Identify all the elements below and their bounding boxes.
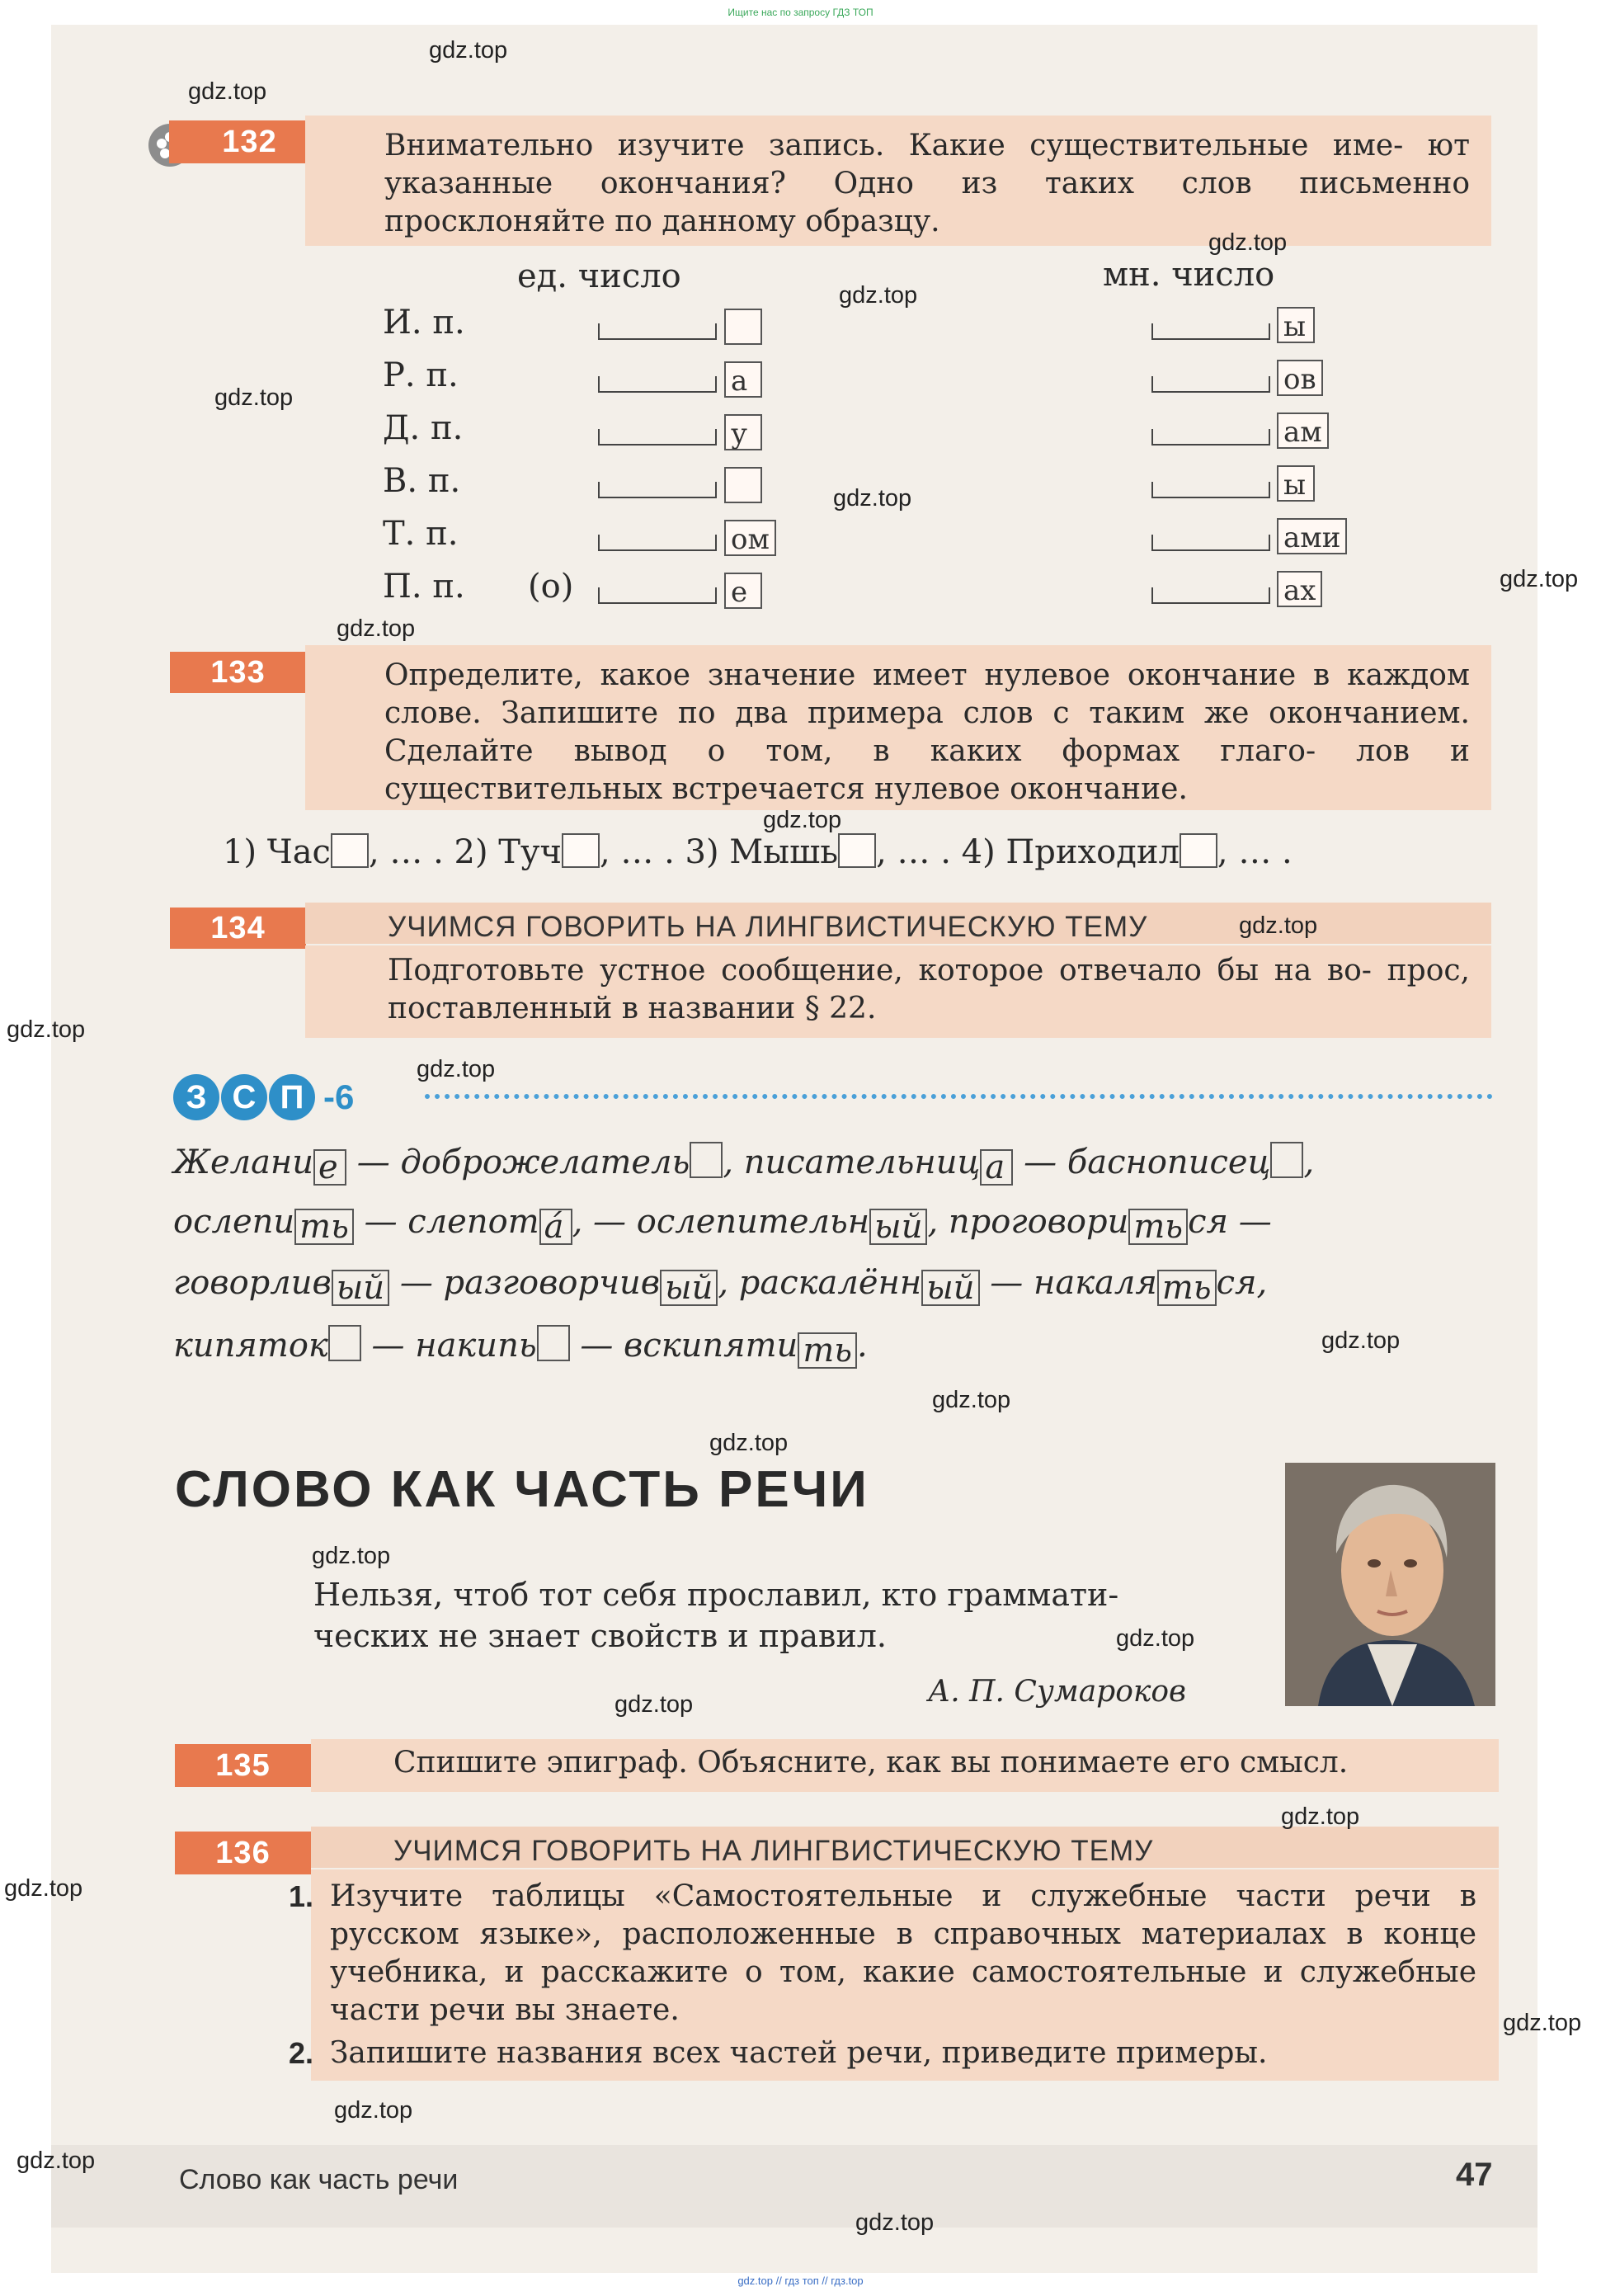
case-name: Д. п. [383,409,464,447]
epigraph: Нельзя, чтоб тот себя прославил, кто граммати- ческих не знает свойств и правил. [313,1577,1119,1654]
watermark: gdz.top [1116,1625,1195,1652]
watermark: gdz.top [188,78,267,105]
zsp-letter: С [221,1074,267,1120]
task-133-examples [223,833,1293,871]
portrait-image [1285,1463,1495,1706]
case-name: П. п. [383,568,465,606]
word-part: , писательниц [723,1143,981,1181]
word-part: кипяток [173,1327,328,1365]
singular-blank [598,482,717,498]
watermark: gdz.top [4,1875,83,1902]
example-3: , … . 3) Мышь [599,833,839,871]
watermark: gdz.top [337,615,416,642]
watermark: gdz.top [7,1016,86,1043]
example-tail: , … . [1217,833,1293,871]
watermark: gdz.top [855,2209,935,2236]
word-part: — вскипяти [569,1327,798,1365]
watermark: gdz.top [334,2097,413,2124]
task-133-number: 133 [170,652,306,693]
plural-ending: ам [1277,413,1329,449]
word-part: , — ослепительн [572,1203,870,1241]
singular-ending [724,309,762,345]
word-part: — слепот [353,1203,539,1241]
ending-box: á [539,1209,572,1245]
ending-box [331,833,369,868]
word-part: ся, [1216,1264,1268,1302]
task-134-number: 134 [170,908,306,949]
task-136-number: 136 [175,1832,311,1874]
ending-box [328,1325,361,1361]
singular-blank [598,323,717,340]
plural-blank [1151,587,1270,604]
example-2: , … . 2) Туч [368,833,562,871]
plural-ending: ов [1277,360,1323,396]
item-number: 1. [289,1879,314,1913]
task-134-box [305,945,1491,1038]
singular-ending: у [724,414,762,450]
ending-box: ый [660,1270,718,1306]
singular-ending [724,467,762,503]
task-132-number: 132 [169,120,305,163]
ending-box: ть [1128,1209,1188,1245]
ending-box [838,833,876,868]
task-136-item-2 [289,2034,1476,2072]
analysis-line [173,1203,1272,1245]
ending-box: ть [798,1332,857,1369]
task-132-text: Внимательно изучите запись. Какие существительные име- ют указанные окончания? Одно из таких слов письменно просклоняйте по данному образцу. [384,129,1470,238]
example-1: 1) Час [223,833,331,871]
watermark: gdz.top [763,807,842,833]
case-prefix: (о) [528,568,574,606]
plural-blank [1151,535,1270,551]
singular-blank [598,429,717,446]
ending-box [537,1325,570,1361]
zsp-letter: З [173,1074,219,1120]
watermark: gdz.top [1500,566,1579,592]
watermark: gdz.top [1208,229,1288,256]
singular-ending: а [724,361,762,398]
example-4: , … . 4) Приходил [876,833,1180,871]
word-part: , проговори [927,1203,1129,1241]
case-name: Т. п. [383,515,459,553]
word-part: , [1303,1143,1315,1181]
watermark: gdz.top [1321,1327,1401,1354]
item-text: Запишите названия всех частей речи, приведите примеры. [330,2036,1268,2070]
task-133-box [305,645,1491,810]
watermark: gdz.top [312,1543,391,1569]
singular-label: ед. число [517,257,681,295]
plural-blank [1151,482,1270,498]
plural-blank [1151,429,1270,446]
ending-box: ый [921,1270,979,1306]
analysis-line [173,1325,868,1369]
item-text: Изучите таблицы «Самостоятельные и служебные части речи в русском языке», расположенные в справочных материалах в конце учебника, и расскажите о том, какие самостоятельные и служебные части речи вы знаете. [330,1879,1476,2027]
ending-box: е [313,1149,346,1186]
plural-blank [1151,323,1270,340]
singular-ending: е [724,573,762,609]
plural-ending: ами [1277,518,1347,554]
watermark: gdz.top [429,37,508,64]
watermark: gdz.top [932,1387,1011,1413]
case-name: В. п. [383,462,461,500]
section-title: СЛОВО КАК ЧАСТЬ РЕЧИ [175,1461,869,1518]
watermark: gdz.top [1503,2010,1582,2036]
task-134-heading: УЧИМСЯ ГОВОРИТЬ НА ЛИНГВИСТИЧЕСКУЮ ТЕМУ [305,903,1491,944]
page-number: 47 [1456,2157,1493,2193]
ending-box: ый [869,1209,927,1245]
plural-ending: ах [1277,571,1322,607]
watermark: gdz.top [833,485,912,512]
top-note: Ищите нас по запросу ГДЗ ТОП [728,7,873,18]
epigraph-author: А. П. Сумароков [928,1675,1187,1709]
word-part: , раскалённ [718,1264,922,1302]
ending-box: ть [294,1209,354,1245]
task-135-box [311,1739,1499,1792]
ending-box [562,833,600,868]
word-part: . [857,1327,868,1365]
watermark: gdz.top [214,384,294,411]
word-part: — баснописец [1013,1143,1271,1181]
task-133-text: Определите, какое значение имеет нулевое окончание в каждом слове. Запишите по два примера слов с таким же окончанием. Сделайте вывод о том, в каких формах глаго- лов и существительных встречается нулевое окончание. [384,658,1470,806]
zsp-divider [425,1094,1493,1099]
singular-blank [598,587,717,604]
word-part: — накаля [979,1264,1157,1302]
word-part: — доброжелатель [346,1143,690,1181]
word-part: — накипь [360,1327,537,1365]
word-part: ослепи [173,1203,295,1241]
singular-ending: ом [724,520,776,556]
word-part: — разговорчив [389,1264,661,1302]
bottom-note: gdz.top // гдз топ // гдз.top [737,2275,864,2287]
analysis-line [173,1142,1314,1186]
plural-ending: ы [1277,465,1315,502]
watermark: gdz.top [16,2147,96,2174]
task-136-heading: УЧИМСЯ ГОВОРИТЬ НА ЛИНГВИСТИЧЕСКУЮ ТЕМУ [311,1827,1499,1868]
word-part: Желани [173,1143,314,1181]
watermark: gdz.top [615,1691,694,1718]
watermark: gdz.top [1281,1803,1360,1830]
word-part: говорлив [173,1264,332,1302]
ending-box: ть [1157,1270,1217,1306]
watermark: gdz.top [417,1056,496,1082]
ending-box [1180,833,1217,868]
watermark: gdz.top [839,282,918,309]
item-number: 2. [289,2036,314,2070]
singular-blank [598,535,717,551]
footer-title: Слово как часть речи [179,2164,459,2195]
task-135-text: Спишите эпиграф. Объясните, как вы понимаете его смысл. [393,1746,1349,1780]
task-132-box [305,116,1491,246]
ending-box: ый [332,1270,389,1306]
word-part: ся — [1188,1203,1272,1241]
ending-box [1270,1142,1303,1178]
case-name: Р. п. [383,356,459,394]
plural-ending: ы [1277,307,1315,343]
task-136-item-1 [289,1878,1476,2030]
task-134-text: Подготовьте устное сообщение, которое отвечало бы на во- прос, поставленный в названии § 22. [388,954,1470,1025]
zsp-letter: П [269,1074,315,1120]
plural-blank [1151,376,1270,393]
case-name: И. п. [383,304,465,342]
watermark: gdz.top [1239,912,1318,939]
zsp-suffix: -6 [323,1077,355,1116]
ending-box [690,1142,723,1178]
analysis-line [173,1264,1267,1306]
singular-blank [598,376,717,393]
ending-box: а [980,1149,1013,1186]
task-135-number: 135 [175,1744,311,1787]
plural-label: мн. число [1103,256,1275,294]
zsp-badge [173,1074,354,1120]
watermark: gdz.top [709,1430,789,1456]
